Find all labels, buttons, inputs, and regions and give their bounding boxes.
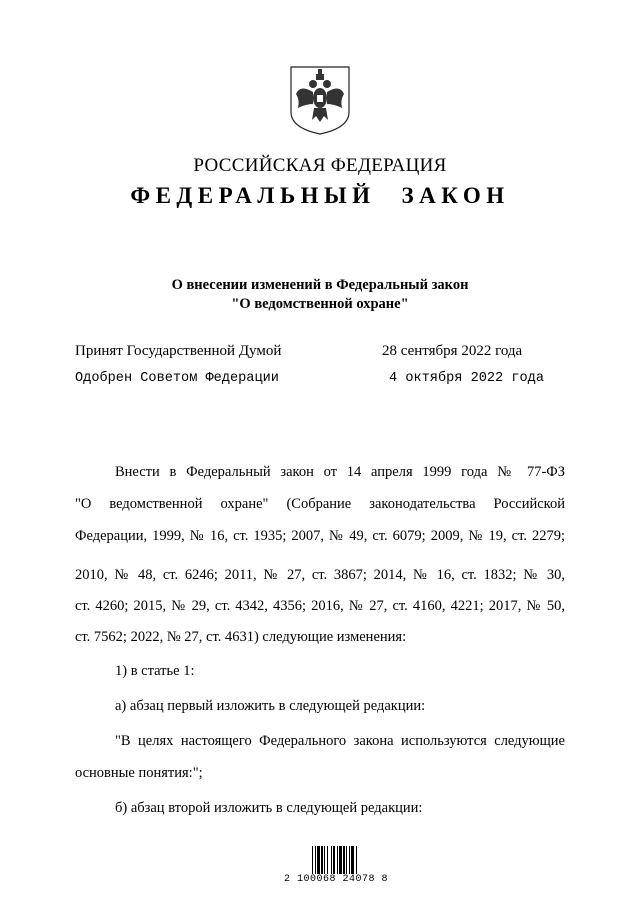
- state-emblem-icon: [288, 64, 352, 136]
- document-type-word-2: ЗАКОН: [401, 183, 510, 208]
- body-line-2: "О ведомственной охране" (Собрание законодательства Российской: [75, 496, 565, 512]
- law-title: [0, 276, 640, 314]
- body-line-1: Внести в Федеральный закон от 14 апреля 1999 года № 77-ФЗ: [115, 464, 565, 480]
- council-approval-label: Одобрен Советом Федерации: [75, 371, 279, 386]
- body-line-4: 2010, № 48, ст. 6246; 2011, № 27, ст. 3867; 2014, № 16, ст. 1832; № 30,: [75, 567, 565, 583]
- country-name: РОССИЙСКАЯ ФЕДЕРАЦИЯ: [193, 155, 447, 176]
- body-line-5: ст. 4260; 2015, № 29, ст. 4342, 4356; 2016, № 27, ст. 4160, 4221; 2017, № 50,: [75, 598, 565, 614]
- body-line-7: 1) в статье 1:: [115, 663, 195, 679]
- barcode-icon: [312, 846, 376, 874]
- barcode-number: 2 100068 24078 8: [284, 874, 389, 885]
- duma-adoption-label: Принят Государственной Думой: [75, 343, 282, 359]
- body-line-10: основные понятия:";: [75, 765, 203, 781]
- body-line-3: Федерации, 1999, № 16, ст. 1935; 2007, № 49, ст. 6079; 2009, № 19, ст. 2279;: [75, 528, 565, 544]
- document-type-word-1: ФЕДЕРАЛЬНЫЙ: [130, 183, 376, 208]
- document-type: [0, 183, 640, 209]
- body-line-11: б) абзац второй изложить в следующей редакции:: [115, 800, 423, 816]
- body-line-6: ст. 7562; 2022, № 27, ст. 4631) следующие изменения:: [75, 629, 407, 645]
- duma-adoption-date: 28 сентября 2022 года: [382, 343, 523, 359]
- body-line-9: "В целях настоящего Федерального закона используются следующие: [115, 733, 565, 749]
- council-approval-date: 4 октября 2022 года: [389, 371, 544, 386]
- law-title-line-2: "О ведомственной охране": [231, 296, 409, 312]
- law-title-line-1: О внесении изменений в Федеральный закон: [171, 277, 469, 293]
- body-line-8: а) абзац первый изложить в следующей редакции:: [115, 698, 426, 714]
